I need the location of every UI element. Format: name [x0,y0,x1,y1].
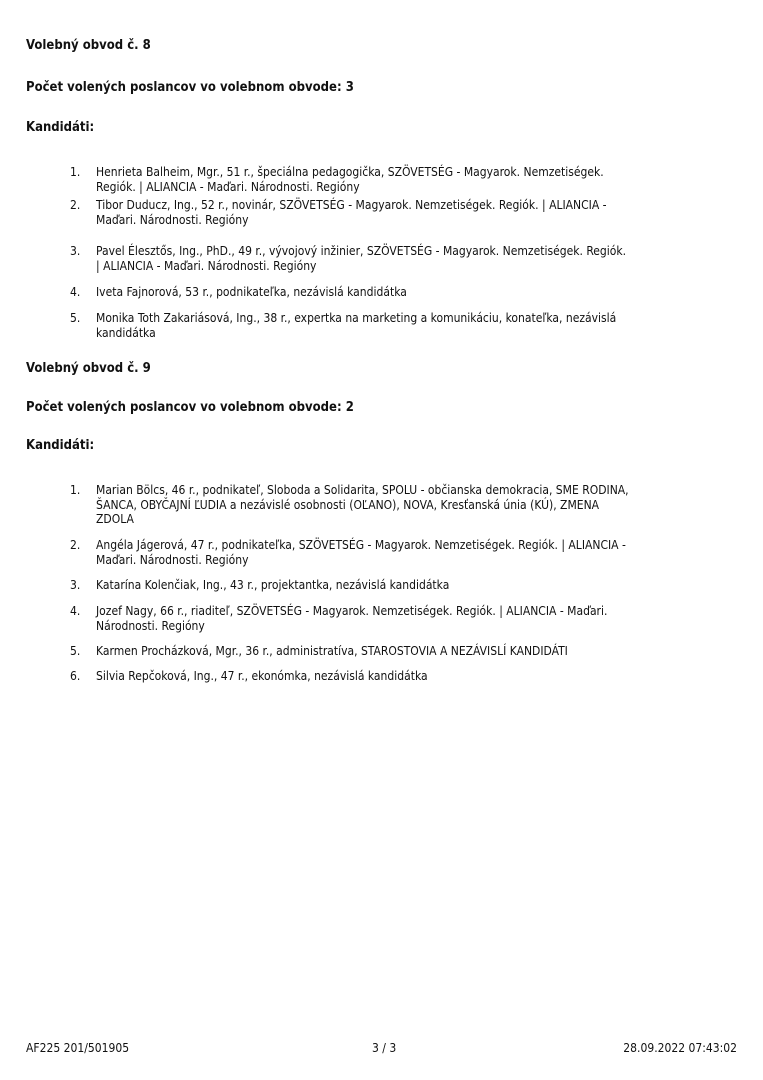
candidate-text-line: Tibor Duducz, Ing., 52 r., novinár, SZÖVETSÉG - Magyarok. Nemzetiségek. Regiók. | ALIANCIA - [96,198,607,212]
candidate-number: 1. [70,483,81,497]
candidate-text-line: Henrieta Balheim, Mgr., 51 r., špeciálna pedagogička, SZÖVETSÉG - Magyarok. Nemzetiségek. [96,165,604,179]
candidate-text-line: ZDOLA [96,512,134,526]
candidate-text-line: Národnosti. Regióny [96,618,205,633]
candidate-text [96,244,626,273]
candidate-text [96,604,607,633]
candidate-text-line: Regiók. | ALIANCIA - Maďari. Národnosti. Regióny [96,179,360,194]
candidates-label: Kandidáti: [26,438,95,453]
candidate-text [96,198,607,227]
candidate-number: 1. [70,165,81,179]
candidate-text-line: Katarína Kolenčiak, Ing., 43 r., projektantka, nezávislá kandidátka [96,578,450,592]
candidate-text [96,165,604,194]
candidate-text [96,578,449,593]
candidate-text-line: Karmen Procházková, Mgr., 36 r., administratíva, STAROSTOVIA A NEZÁVISLÍ KANDIDÁTI [96,644,568,658]
candidate-number: 4. [70,285,81,299]
candidate-number: 3. [70,578,81,592]
candidate-text-line: Silvia Repčoková, Ing., 47 r., ekonómka, nezávislá kandidátka [96,669,428,683]
footer-datetime: 28.09.2022 07:43:02 [623,1041,737,1055]
candidate-number: 2. [70,538,81,552]
candidate-number: 5. [70,311,81,325]
candidate-number: 4. [70,604,81,618]
section-title: Volebný obvod č. 9 [26,361,151,376]
candidate-text-line: | ALIANCIA - Maďari. Národnosti. Regióny [96,258,317,273]
footer-page-number: 3 / 3 [372,1041,397,1055]
candidate-text [96,644,568,659]
seats-count: Počet volených poslancov vo volebnom obvode: 2 [26,400,354,415]
candidate-text [96,311,616,340]
candidate-text-line: Jozef Nagy, 66 r., riaditeľ, SZÖVETSÉG - Magyarok. Nemzetiségek. Regiók. | ALIANCIA - Maďari. [96,604,608,618]
candidate-text [96,538,626,567]
candidate-text-line: kandidátka [96,325,156,340]
candidate-text-line: Monika Toth Zakariásová, Ing., 38 r., expertka na marketing a komunikáciu, konateľka, nezávislá [96,311,617,325]
candidate-text-line: Maďari. Národnosti. Regióny [96,212,249,227]
candidate-number: 3. [70,244,81,258]
candidate-text [96,483,629,527]
seats-count: Počet volených poslancov vo volebnom obvode: 3 [26,80,354,95]
candidate-text [96,285,407,300]
candidate-number: 5. [70,644,81,658]
section-title: Volebný obvod č. 8 [26,38,151,53]
candidate-text-line: Marian Bölcs, 46 r., podnikateľ, Sloboda a Solidarita, SPOLU - občianska demokracia, SME RODINA, [96,483,629,497]
candidate-text-line: Iveta Fajnorová, 53 r., podnikateľka, nezávislá kandidátka [96,285,407,299]
candidate-text [96,669,428,684]
footer-doc-id: AF225 201/501905 [26,1041,130,1055]
candidate-number: 2. [70,198,81,212]
candidate-text-line: Pavel Élesztős, Ing., PhD., 49 r., vývojový inžinier, SZÖVETSÉG - Magyarok. Nemzetiségek. Regiók. [96,244,627,258]
candidate-text-line: Maďari. Národnosti. Regióny [96,552,249,567]
candidates-label: Kandidáti: [26,120,95,135]
candidate-text-line: ŠANCA, OBYČAJNÍ ĽUDIA a nezávislé osobnosti (OĽANO), NOVA, Kresťanská únia (KÚ), ZMENA [96,497,600,512]
candidate-number: 6. [70,669,81,683]
candidate-text-line: Angéla Jágerová, 47 r., podnikateľka, SZÖVETSÉG - Magyarok. Nemzetiségek. Regiók. | ALIANCIA - [96,538,626,552]
